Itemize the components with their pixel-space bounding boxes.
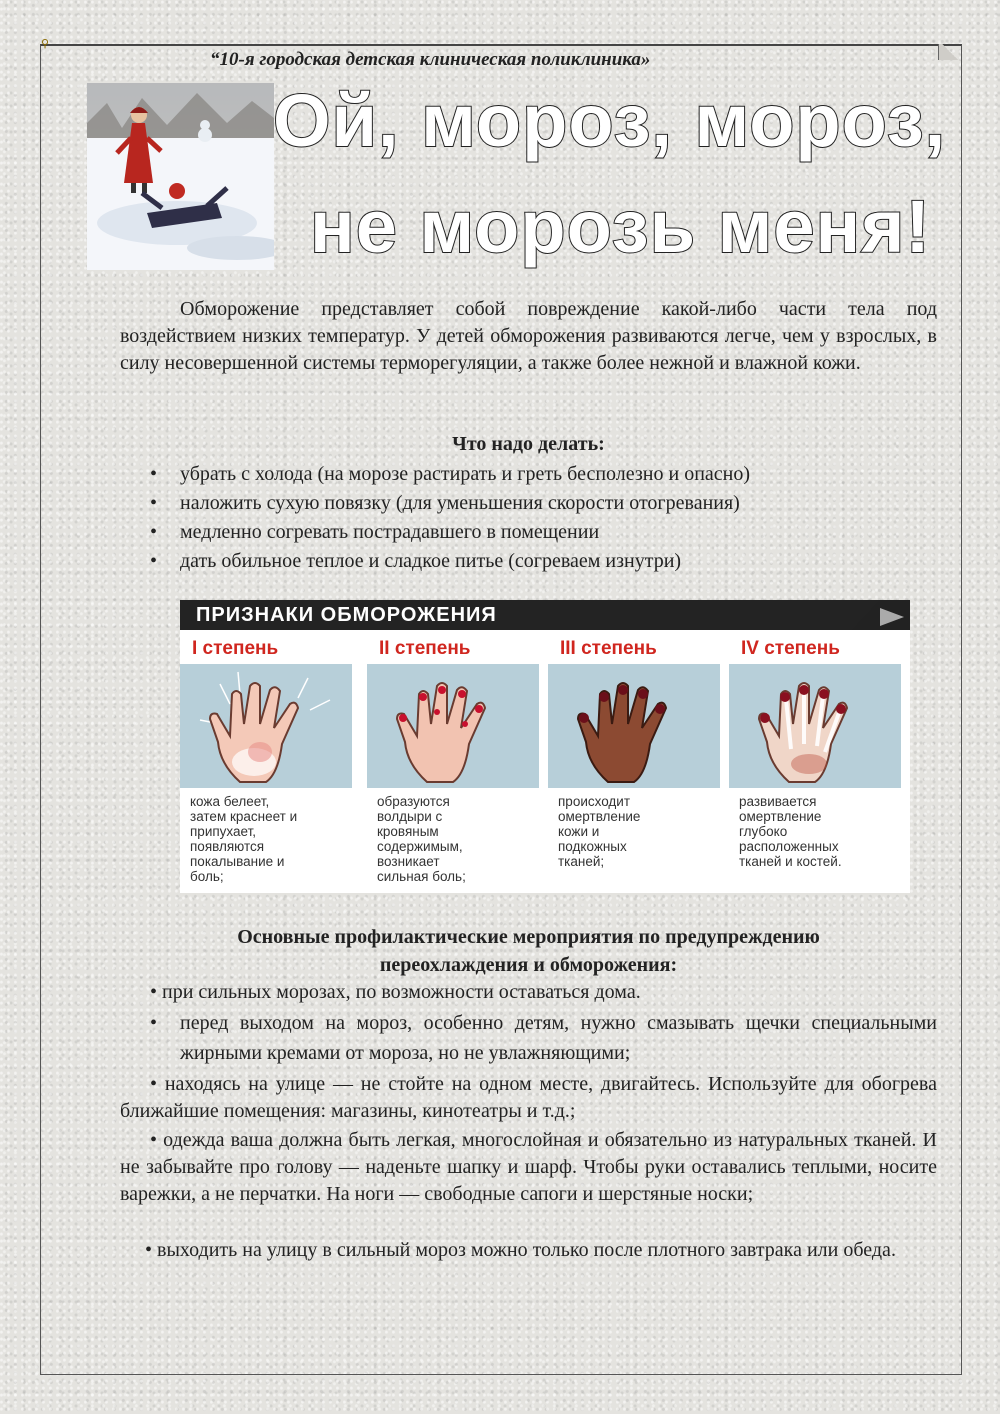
winter-children-photo xyxy=(87,83,274,270)
stage-4 xyxy=(729,634,901,869)
page-corner-fold xyxy=(938,44,961,60)
prevention-item-2-text: перед выходом на мороз, особенно детям, нужно смазывать щечки специальными жирными кремами от мороза, но не увлажняющими; xyxy=(180,1012,937,1064)
prevention-heading xyxy=(120,923,937,979)
stage-title: II степень xyxy=(379,638,471,659)
todo-list xyxy=(120,460,937,576)
stage-2 xyxy=(367,634,539,884)
list-item: • убрать с холода (на морозе растирать и греть бесполезно и опасно) xyxy=(150,463,751,485)
pin-icon: ⚲ xyxy=(41,38,50,50)
title-line-1: Ой, мороз, мороз, xyxy=(273,79,947,162)
list-item-text: дать обильное теплое и сладкое питье (согреваем изнутри) xyxy=(180,550,682,572)
hand-stage-1-icon xyxy=(180,664,352,788)
arrow-icon xyxy=(880,608,904,626)
todo-heading: Что надо делать: xyxy=(452,433,605,455)
stage-description: образуются волдыри с кровяным содержимым, возникает сильная боль; xyxy=(377,794,466,884)
prevention-item-5: • выходить на улицу в сильный мороз можно только после плотного завтрака или обеда. xyxy=(145,1239,896,1261)
list-item-text: наложить сухую повязку (для уменьшения скорости отогревания) xyxy=(180,492,740,514)
bullet: • xyxy=(150,1012,158,1034)
prevention-heading-line-1: Основные профилактические мероприятия по предупреждению xyxy=(237,926,820,948)
stage-title: I степень xyxy=(192,638,279,659)
stage-description: кожа белеет, затем краснеет и припухает, появляются покалывание и боль; xyxy=(190,794,298,884)
intro-paragraph: Обморожение представляет собой повреждение какой-либо части тела под воздействием низких температур. У детей обморожения развиваются легче, чем у взрослых, в силу несовершенной системы терморегуляции, а также более нежной и влажной кожи. xyxy=(120,298,937,374)
stage-description: развивается омертвление глубоко расположенных тканей и костей. xyxy=(739,794,842,869)
prevention-item-3: • находясь на улице — не стойте на одном месте, двигайтесь. Используйте для обогрева ближайшие помещения: магазины, кинотеатры и т.д.; xyxy=(120,1073,937,1122)
hand-stage-3-icon xyxy=(548,664,720,788)
infographic-header xyxy=(180,600,910,630)
prevention-item-2 xyxy=(120,1008,937,1068)
list-item: • дать обильное теплое и сладкое питье (согреваем изнутри) xyxy=(150,550,682,572)
list-item-text: убрать с холода (на морозе растирать и греть бесполезно и опасно) xyxy=(180,463,751,485)
prevention-item-4: • одежда ваша должна быть легкая, многослойная и обязательно из натуральных тканей. И не забывайте про голову — наденьте шапку и шарф. Чтобы руки оставались теплыми, носите варежки, а не перчатки. На ноги — свободные сапоги и шерстяные носки; xyxy=(120,1129,937,1205)
prevention-heading-line-2: переохлаждения и обморожения: xyxy=(379,954,678,976)
list-item: • наложить сухую повязку (для уменьшения скорости отогревания) xyxy=(150,492,740,514)
stage-3 xyxy=(548,634,720,869)
list-item: • медленно согревать пострадавшего в помещении xyxy=(150,521,600,543)
frostbite-infographic xyxy=(180,600,910,893)
title-line-2: не морозь меня! xyxy=(310,185,932,268)
stage-title: IV степень xyxy=(741,638,840,659)
stage-title: III степень xyxy=(560,638,657,659)
infographic-title: ПРИЗНАКИ ОБМОРОЖЕНИЯ xyxy=(196,604,497,626)
hand-stage-2-icon xyxy=(367,664,539,788)
stage-1 xyxy=(180,634,352,884)
hand-stage-4-icon xyxy=(729,664,901,788)
list-item-text: медленно согревать пострадавшего в помещении xyxy=(180,521,600,543)
stage-description: происходит омертвление кожи и подкожных тканей; xyxy=(558,794,641,869)
prevention-item-1: • при сильных морозах, по возможности оставаться дома. xyxy=(150,981,641,1003)
clinic-name: “10-я городская детская клиническая поликлиника» xyxy=(210,49,651,70)
